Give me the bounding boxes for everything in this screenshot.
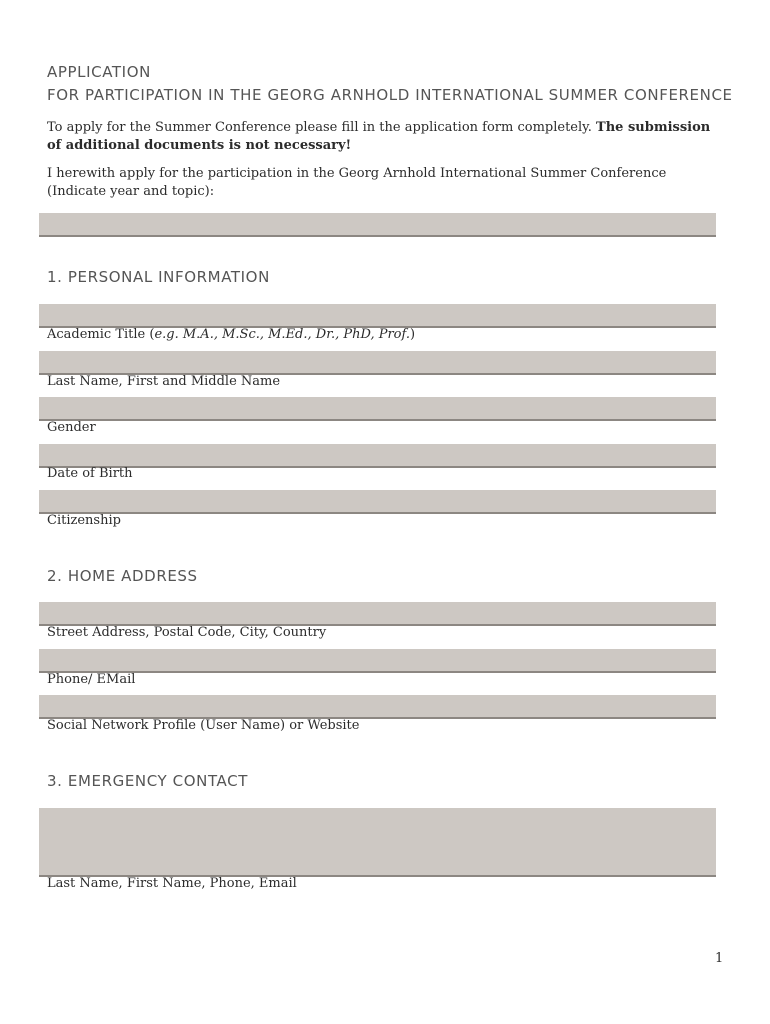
emergency-contact-label: Last Name, First Name, Phone, Email [47,876,297,891]
academic-title-label [47,327,415,342]
street-address-label: Street Address, Postal Code, City, Country [47,625,327,640]
page-number: 1 [715,951,724,966]
form-title: APPLICATION [47,63,151,81]
social-profile-field[interactable] [39,695,716,719]
academic-title-field[interactable] [39,304,716,328]
academic-title-label-close: ) [410,327,416,342]
date-of-birth-label: Date of Birth [47,466,133,481]
intro-bold-note: The submission of additional documents is not necessary! [47,120,711,153]
phone-email-label: Phone/ EMail [47,672,136,687]
social-profile-label: Social Network Profile (User Name) or Website [47,718,360,733]
gender-label: Gender [47,420,96,435]
academic-title-examples: e.g. M.A., M.Sc., M.Ed., Dr., PhD, Prof. [154,327,410,342]
date-of-birth-field[interactable] [39,444,716,468]
intro-paragraph [47,119,719,155]
emergency-contact-field[interactable] [39,808,716,877]
gender-field[interactable] [39,397,716,421]
section-personal-heading: 1. PERSONAL INFORMATION [47,268,270,286]
section-emergency-heading: 3. EMERGENCY CONTACT [47,772,248,790]
form-subtitle: FOR PARTICIPATION IN THE GEORG ARNHOLD INTERNATIONAL SUMMER CONFERENCE [47,86,733,104]
citizenship-label: Citizenship [47,513,121,528]
apply-paragraph: I herewith apply for the participation in the Georg Arnhold International Summer Conference (Indicate year and topic): [47,166,667,199]
section-address-heading: 2. HOME ADDRESS [47,567,198,585]
phone-email-field[interactable] [39,649,716,673]
name-field[interactable] [39,351,716,375]
intro-text: To apply for the Summer Conference please fill in the application form completely. [47,120,597,135]
street-address-field[interactable] [39,602,716,626]
conference-year-topic-field[interactable] [39,213,716,237]
academic-title-label-text: Academic Title ( [47,327,155,342]
citizenship-field[interactable] [39,490,716,514]
name-label: Last Name, First and Middle Name [47,374,281,389]
